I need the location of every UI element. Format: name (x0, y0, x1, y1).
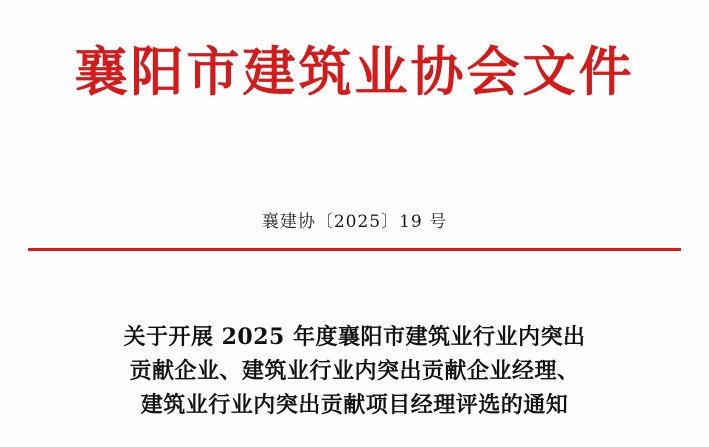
document-subject (58, 320, 651, 422)
subject-line-3: 建筑业行业内突出贡献项目经理评选的通知 (140, 392, 569, 419)
document-number: 襄建协〔2025〕19 号 (261, 212, 448, 232)
subject-line-1: 关于开展 2025 年度襄阳市建筑业行业内突出 (123, 324, 586, 350)
subject-line-2: 贡献企业、建筑业行业内突出贡献企业经理、 (129, 358, 580, 385)
red-divider-rule (28, 248, 681, 251)
document-title: 襄阳市建筑业协会文件 (74, 41, 635, 103)
